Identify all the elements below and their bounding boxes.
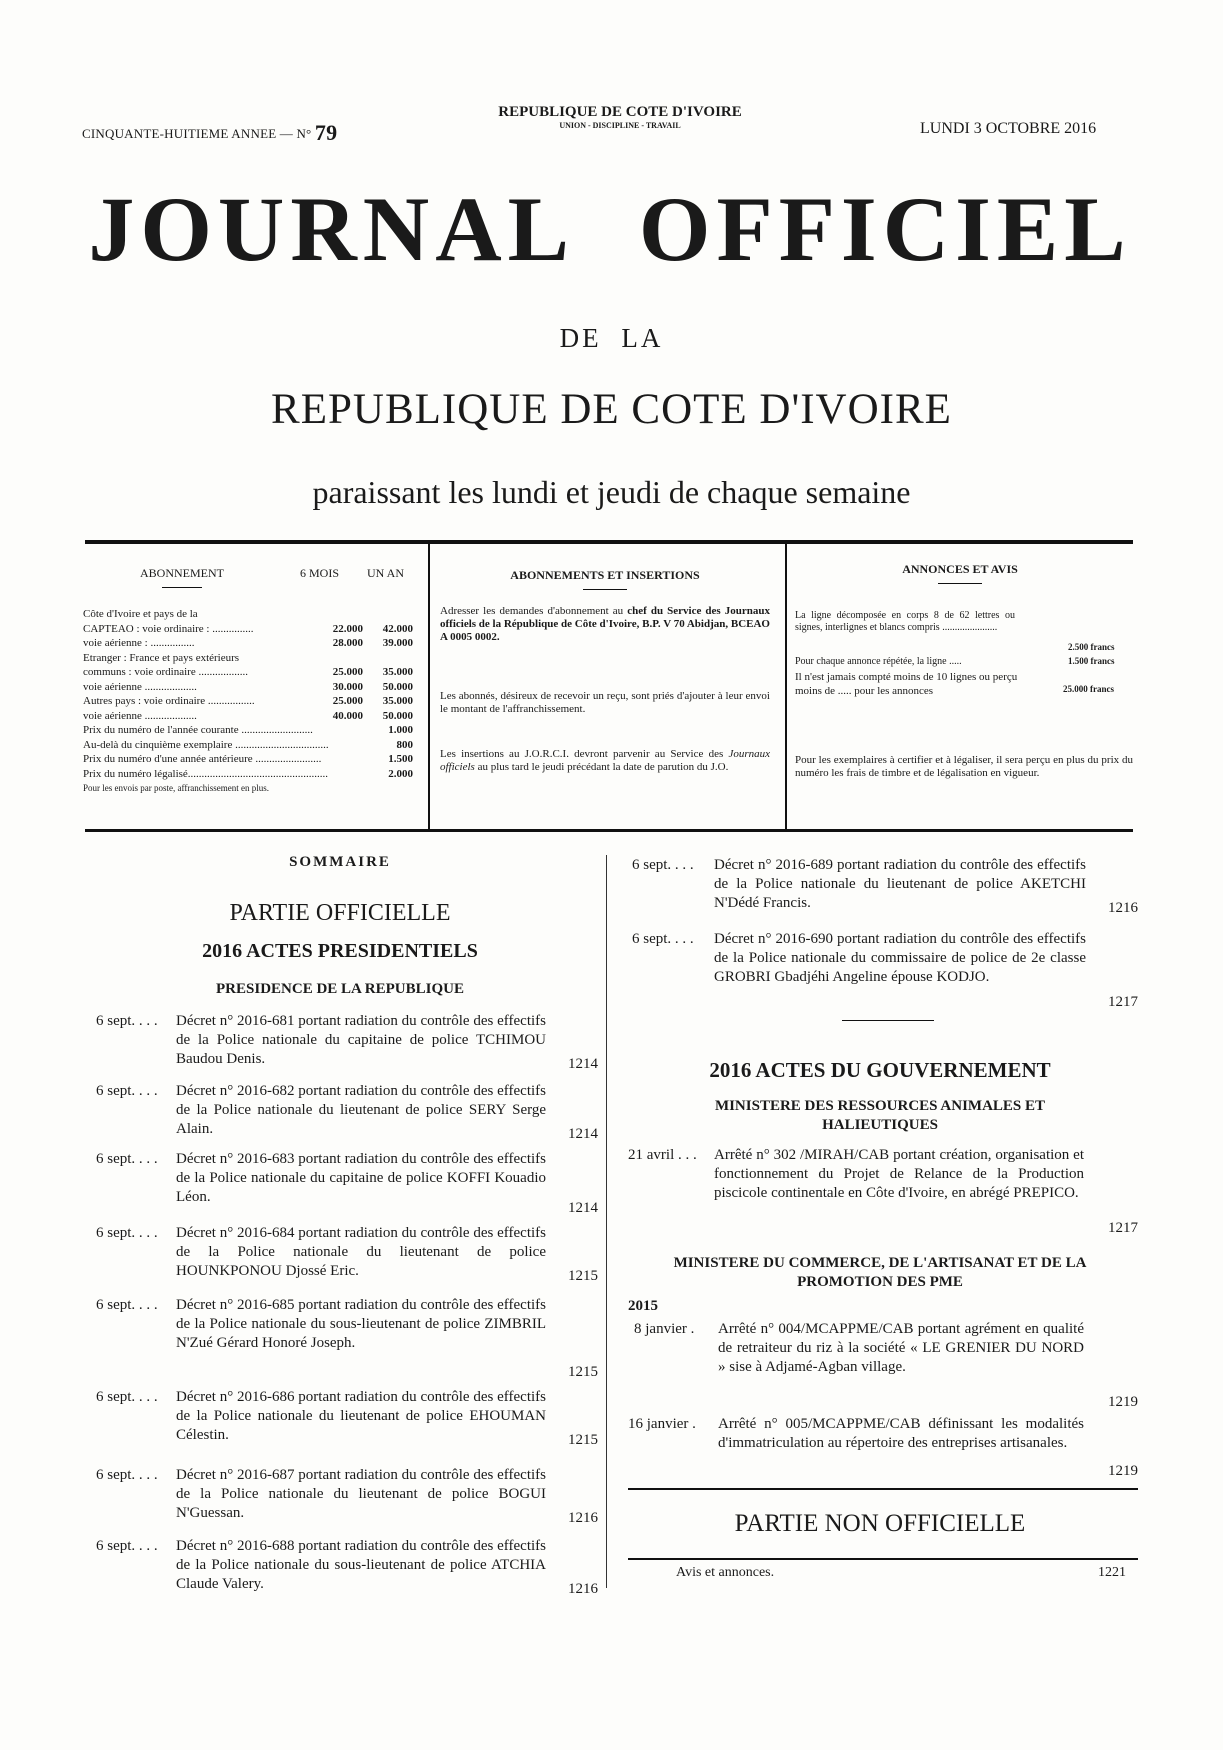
entry-date: 6 sept. . . . [96, 1013, 158, 1029]
annonces-line-3: Il n'est jamais compté moins de 10 lignes ou perçu moins de ..... pour les annonces [795, 671, 1018, 697]
insertions-p1: Adresser les demandes d'abonnement au chef du Service des Journaux officiels de la République de Côte d'Ivoire, B.P. V 70 Abidjan, BCEAO A 0005 0002. [440, 605, 770, 643]
subtitle-republique: REPUBLIQUE DE COTE D'IVOIRE [271, 386, 952, 433]
abonnement-row [83, 695, 413, 708]
row-6mois: 25.000 [332, 695, 363, 707]
entry-page: 1216 [568, 1510, 598, 1526]
sommaire-heading: SOMMAIRE [289, 854, 391, 870]
entry-page: 1215 [568, 1432, 598, 1448]
entry-page: 1216 [1108, 900, 1138, 916]
row-an: 1.500 [388, 753, 413, 765]
partie-non-officielle-heading: PARTIE NON OFFICIELLE [734, 1510, 1026, 1537]
decret-entry [96, 1296, 598, 1382]
ministere-commerce-heading: MINISTERE DU COMMERCE, DE L'ARTISANAT ET DE LA PROMOTION DES PME [673, 1255, 1087, 1290]
row-6mois: 22.000 [332, 622, 363, 635]
insertions-heading: ABONNEMENTS ET INSERTIONS [440, 568, 770, 590]
entry-date: 6 sept. . . . [96, 1297, 158, 1313]
abonnement-row [83, 782, 413, 795]
row-label: communs : voie ordinaire .................. [83, 666, 248, 678]
entry-text: Arrêté n° 302 /MIRAH/CAB portant création, organisation et fonctionnement du Projet de Relance de la Production piscicole continentale en Côte d'Ivoire, en abrégé PREPICO. [714, 1147, 1084, 1201]
separator-3 [628, 1558, 1138, 1560]
entry-date: 8 janvier . [634, 1321, 695, 1337]
year-label: CINQUANTE-HUITIEME ANNEE — N° [82, 126, 312, 141]
entry-date: 6 sept. . . . [632, 857, 694, 873]
issue-date: LUNDI 3 OCTOBRE 2016 [920, 120, 1097, 137]
annonces-line-1: La ligne décomposée en corps 8 de 62 lettres ou signes, interlignes et blancs compris ...................... [795, 610, 1015, 633]
abonnement-row [83, 681, 413, 694]
actes-gouvernement-heading: 2016 ACTES DU GOUVERNEMENT [709, 1058, 1051, 1082]
separator-1 [842, 1020, 934, 1021]
entry-page: 1215 [568, 1364, 598, 1380]
entry-arrete-302 [628, 1146, 1138, 1238]
entry-date: 16 janvier . [628, 1416, 696, 1432]
decret-entry [96, 1150, 598, 1218]
entry-text: Décret n° 2016-685 portant radiation du contrôle des effectifs de la Police nationale du sous-lieutenant de police ZIMBRIL N'Zué Gérard Honoré Joseph. [176, 1297, 546, 1351]
insertions-p3: Les insertions au J.O.R.C.I. devront parvenir au Service des Journaux officiels au plus tard le jeudi précédant la date de parution du J.O. [440, 748, 770, 773]
row-label: Prix du numéro d'une année antérieure ........................ [83, 753, 322, 765]
row-label: Prix du numéro de l'année courante .......................... [83, 724, 313, 736]
row-an: 50.000 [382, 680, 413, 693]
issue-line [82, 120, 337, 146]
row-an: 35.000 [382, 695, 413, 707]
row-an: 35.000 [382, 666, 413, 678]
row-6mois: 25.000 [332, 666, 363, 678]
entry-arrete-005 [628, 1415, 1138, 1481]
avis-page: 1221 [1098, 1565, 1126, 1580]
decret-entry [96, 1082, 598, 1144]
year-2015: 2015 [628, 1298, 658, 1314]
row-an: 50.000 [382, 709, 413, 722]
row-an: 800 [396, 738, 413, 751]
avis-annonces: Avis et annonces. [676, 1565, 775, 1580]
publication-frequency: paraissant les lundi et jeudi de chaque semaine [312, 474, 911, 510]
abonnement-row [83, 768, 413, 781]
entry-date: 6 sept. . . . [96, 1151, 158, 1167]
entry-text: Arrêté n° 004/MCAPPME/CAB portant agrément en qualité de retraiteur du riz à la société « LE GRENIER DU NORD » sise à Adjamé-Agban village. [718, 1321, 1084, 1375]
row-label: Au-delà du cinquième exemplaire .................................. [83, 738, 329, 751]
row-label: Côte d'Ivoire et pays de la [83, 608, 198, 620]
row-label: voie aérienne ................... [83, 680, 197, 693]
entry-text: Arrêté n° 005/MCAPPME/CAB définissant les modalités d'immatriculation au répertoire des entreprises artisanales. [718, 1416, 1084, 1451]
entry-text: Décret n° 2016-686 portant radiation du contrôle des effectifs de la Police nationale du lieutenant de police EHOUMAN Célestin. [176, 1389, 546, 1443]
row-6mois: 28.000 [332, 637, 363, 649]
entry-page: 1215 [568, 1268, 598, 1284]
col-an-heading: UN AN [367, 566, 405, 580]
row-an: 39.000 [382, 637, 413, 649]
entry-arrete-004 [628, 1320, 1138, 1412]
abonnement-row [83, 710, 413, 723]
insertions-p2: Les abonnés, désireux de recevoir un reçu, sont priés d'ajouter à leur envoi le montant de l'affranchissement. [440, 690, 770, 715]
republic-name: REPUBLIQUE DE COTE D'IVOIRE [498, 104, 742, 120]
entry-date: 6 sept. . . . [632, 931, 694, 947]
entry-page: 1214 [568, 1126, 598, 1142]
col-6mois-heading: 6 MOIS [300, 566, 340, 580]
entry-text: Décret n° 2016-683 portant radiation du contrôle des effectifs de la Police nationale du capitaine de police KOFFI Kouadio Léon. [176, 1151, 546, 1205]
presidence-heading: PRESIDENCE DE LA REPUBLIQUE [216, 981, 464, 997]
entry-page: 1217 [1108, 994, 1138, 1010]
entry-date: 6 sept. . . . [96, 1538, 158, 1554]
annonces-line-2: Pour chaque annonce répétée, la ligne ..... [795, 656, 962, 667]
entry-date: 6 sept. . . . [96, 1389, 158, 1405]
decret-entry [96, 1537, 598, 1599]
actes-presidentiels-heading: 2016 ACTES PRESIDENTIELS [202, 940, 478, 962]
decret-entry [632, 930, 1138, 1012]
row-label: Etranger : France et pays extérieurs [83, 651, 240, 664]
row-an: 2.000 [388, 767, 413, 780]
abonnement-row [83, 637, 413, 650]
abonnement-row [83, 666, 413, 679]
abonnement-heading: ABONNEMENT [140, 566, 224, 588]
abonnement-row [83, 608, 413, 621]
entry-page: 1217 [1108, 1220, 1138, 1236]
annonces-price-1: 2.500 francs [1068, 642, 1115, 652]
ministere-ressources-heading: MINISTERE DES RESSOURCES ANIMALES ET HALIEUTIQUES [714, 1098, 1046, 1133]
issue-number: 79 [314, 120, 338, 145]
abonnement-row [83, 739, 413, 752]
entry-text: Décret n° 2016-689 portant radiation du contrôle des effectifs de la Police nationale du lieutenant de police AKETCHI N'Dédé Francis. [714, 857, 1086, 911]
decret-entry [96, 1388, 598, 1450]
entry-date: 6 sept. . . . [96, 1467, 158, 1483]
column-divider [606, 855, 607, 1588]
motto: UNION - DISCIPLINE - TRAVAIL [559, 121, 681, 130]
entry-text: Décret n° 2016-682 portant radiation du contrôle des effectifs de la Police nationale du lieutenant de police SERY Serge Alain. [176, 1083, 546, 1137]
row-label: Prix du numéro légalisé................................................... [83, 767, 329, 780]
entry-text: Décret n° 2016-684 portant radiation du contrôle des effectifs de la Police nationale du lieutenant de police HOUNKPONOU Djossé Eric. [176, 1225, 546, 1279]
box-bottom-rule [85, 829, 1133, 832]
annonces-heading: ANNONCES ET AVIS [795, 562, 1125, 584]
entry-date: 6 sept. . . . [96, 1083, 158, 1099]
entry-date: 21 avril . . . [628, 1147, 697, 1163]
annonces-paragraph: Pour les exemplaires à certifier et à légaliser, il sera perçu en plus du prix du numéro les frais de timbre et de légalisation en vigueur. [795, 754, 1133, 779]
annonces-price-2: 1.500 francs [1068, 656, 1115, 666]
annonces-price-3: 25.000 francs [1063, 684, 1114, 694]
row-label: voie aérienne : ................ [83, 637, 195, 649]
box-divider-1 [428, 544, 430, 829]
entry-page: 1214 [568, 1056, 598, 1072]
row-label: Pour les envois par poste, affranchissement en plus. [83, 783, 270, 793]
entry-page: 1219 [1108, 1394, 1138, 1410]
partie-officielle-heading: PARTIE OFFICIELLE [229, 900, 451, 926]
abonnement-row [83, 652, 413, 665]
decret-entry [96, 1012, 598, 1074]
entry-text: Décret n° 2016-681 portant radiation du contrôle des effectifs de la Police nationale du capitaine de police TCHIMOU Baudou Denis. [176, 1013, 546, 1067]
entry-page: 1216 [568, 1581, 598, 1597]
decret-entry [96, 1466, 598, 1528]
subtitle-de-la: DE LA [559, 323, 664, 353]
row-label: Autres pays : voie ordinaire ................. [83, 695, 255, 707]
row-label: CAPTEAO : voie ordinaire : ............... [83, 622, 254, 635]
abonnement-row [83, 753, 413, 766]
decret-entry [632, 856, 1138, 918]
row-6mois: 40.000 [332, 709, 363, 722]
entry-text: Décret n° 2016-688 portant radiation du contrôle des effectifs de la Police nationale du sous-lieutenant de police ATCHIA Claude Valery. [176, 1538, 546, 1592]
entry-page: 1214 [568, 1200, 598, 1216]
abonnement-row [83, 623, 413, 636]
box-divider-2 [785, 544, 787, 829]
row-6mois: 30.000 [332, 680, 363, 693]
entry-date: 6 sept. . . . [96, 1225, 158, 1241]
box-top-rule [85, 540, 1133, 544]
entry-text: Décret n° 2016-690 portant radiation du contrôle des effectifs de la Police nationale du commissaire de police de 2e classe GROBRI Gbadjéhi Angeline épouse KODJO. [714, 931, 1086, 985]
entry-page: 1219 [1108, 1463, 1138, 1479]
entry-text: Décret n° 2016-687 portant radiation du contrôle des effectifs de la Police nationale du lieutenant de police BOGUI N'Guessan. [176, 1467, 546, 1521]
row-an: 42.000 [382, 622, 413, 635]
abonnement-row [83, 724, 413, 737]
decret-entry [96, 1224, 598, 1286]
row-an: 1.000 [388, 724, 413, 736]
separator-2 [628, 1488, 1138, 1490]
row-label: voie aérienne ................... [83, 709, 197, 722]
masthead-republic [420, 104, 820, 130]
journal-title: JOURNAL OFFICIEL [88, 178, 1132, 280]
